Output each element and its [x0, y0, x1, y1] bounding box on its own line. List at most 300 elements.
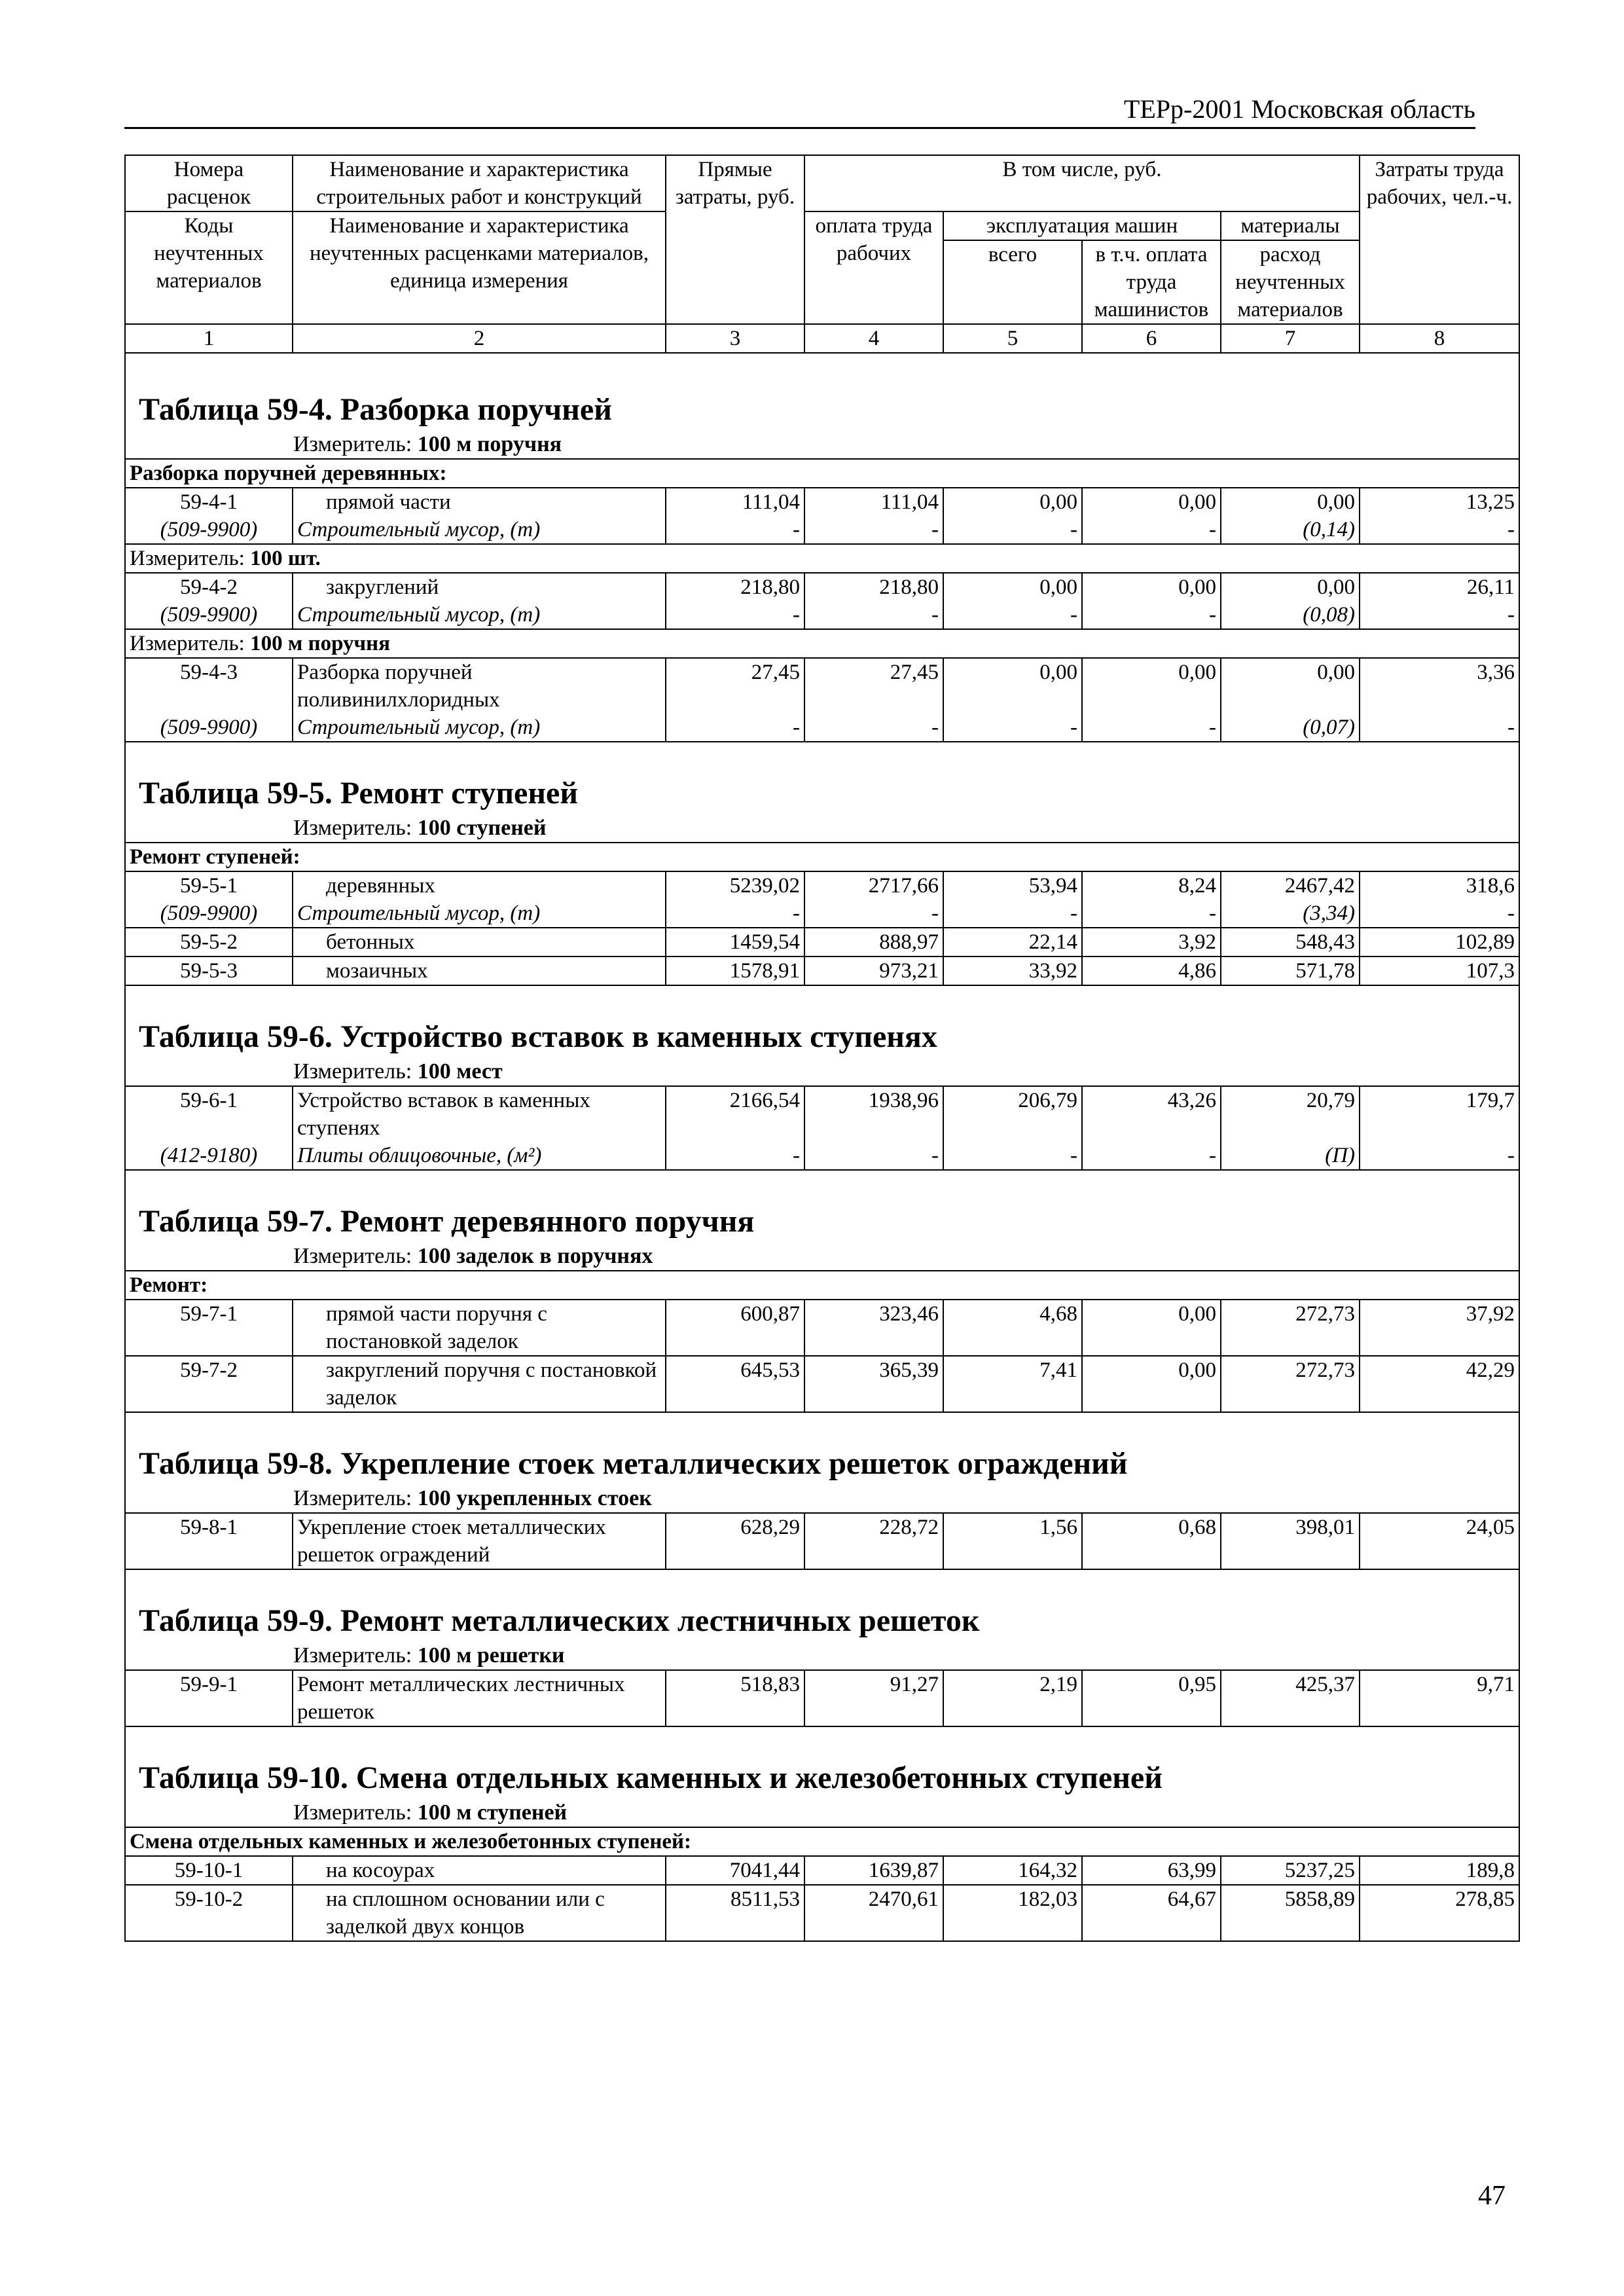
rate-name-cell [293, 1356, 666, 1412]
material-name: Строительный мусор, (т) [297, 518, 541, 541]
value-cell [1360, 871, 1519, 928]
value-cell [1221, 1856, 1360, 1885]
rate-value: 33,92 [1028, 959, 1077, 983]
rate-value: 272,73 [1295, 1302, 1356, 1326]
value-cell [804, 871, 943, 928]
rate-row [125, 1670, 1519, 1726]
value-cell [804, 1356, 943, 1412]
spacer [1087, 1114, 1216, 1142]
value-cell [1221, 1885, 1360, 1941]
spacer [1364, 686, 1515, 714]
section-header [125, 742, 1519, 843]
value-cell [943, 658, 1082, 742]
rate-value: 518,83 [740, 1673, 800, 1696]
rate-value: 0,00 [1039, 490, 1077, 514]
rate-value: 24,05 [1466, 1516, 1515, 1539]
col-header-work-name: Наименование и характеристика строительных работ и конструкций [293, 155, 666, 211]
rate-row [125, 488, 1519, 544]
rate-value: 3,36 [1477, 661, 1515, 684]
spacer [130, 686, 288, 714]
material-name: Строительный мусор, (т) [297, 716, 541, 739]
section-title-row [125, 742, 1519, 843]
group-row [125, 459, 1519, 488]
rate-name-cell [293, 1513, 666, 1569]
section-header [125, 1569, 1519, 1670]
rate-value: 0,00 [1039, 575, 1077, 599]
rate-value: 278,85 [1455, 1887, 1515, 1911]
value-cell [1360, 1086, 1519, 1170]
value-cell [666, 1300, 804, 1356]
value-cell [804, 1086, 943, 1170]
section-title: Таблица 59-6. Устройство вставок в каменных ступенях [139, 1019, 937, 1054]
col-header-operator-pay: в т.ч. оплата труда машинистов [1082, 240, 1221, 324]
rate-value: 0,00 [1317, 661, 1356, 684]
value-cell [1360, 1670, 1519, 1726]
measure-value: 100 шт. [250, 547, 321, 570]
rate-name-cell [293, 1885, 666, 1941]
col-number: 4 [804, 324, 943, 353]
rate-name-cell [293, 573, 666, 629]
value-cell [1360, 573, 1519, 629]
rate-code: 59-5-1 [180, 874, 238, 898]
value-cell [804, 1885, 943, 1941]
rate-value: 0,00 [1317, 575, 1356, 599]
value-cell [666, 871, 804, 928]
value-cell [943, 1885, 1082, 1941]
spacer [948, 1114, 1077, 1142]
measure-line [126, 1799, 1519, 1827]
section-title-row [125, 1412, 1519, 1513]
col-number: 3 [666, 324, 804, 353]
measure-value: 100 м решетки [417, 1643, 565, 1667]
value-cell [1082, 658, 1221, 742]
measure-line [126, 1243, 1519, 1270]
rate-value: 53,94 [1028, 874, 1077, 898]
value-cell [1082, 1856, 1221, 1885]
material-value: - [931, 603, 939, 627]
material-value: - [1209, 1144, 1216, 1167]
measure-prefix: Измеритель: [293, 1800, 412, 1825]
measure-prefix: Измеритель: [293, 1244, 412, 1268]
rate-value: 1,56 [1039, 1516, 1077, 1539]
value-cell [804, 573, 943, 629]
rate-code: 59-5-3 [180, 959, 238, 983]
rate-value: 425,37 [1295, 1673, 1356, 1696]
rates-table [124, 155, 1520, 1942]
col-header-material-names: Наименование и характеристика неучтенных расценками материалов, единица измерения [293, 211, 666, 324]
rate-row [125, 871, 1519, 928]
rate-value: 0,00 [1178, 1302, 1216, 1326]
rate-row [125, 1856, 1519, 1885]
measure-prefix: Измеритель: [293, 1059, 412, 1084]
measure-prefix: Измеритель: [293, 816, 412, 840]
value-cell [804, 928, 943, 957]
spacer [948, 686, 1077, 714]
rate-value: 5237,25 [1284, 1859, 1356, 1882]
rate-name-cell [293, 957, 666, 985]
rate-value: 43,26 [1167, 1089, 1216, 1112]
rate-name: деревянных [326, 874, 435, 898]
col-header-labor-costs: Затраты труда рабочих, чел.-ч. [1360, 155, 1519, 324]
group-label: Разборка поручней деревянных: [125, 459, 1519, 488]
rate-name: бетонных [326, 930, 415, 954]
value-cell [666, 1885, 804, 1941]
measure-prefix: Измеритель: [293, 1643, 412, 1667]
rate-code-cell [125, 1300, 293, 1356]
rate-name: Устройство вставок в каменных ступенях [297, 1089, 590, 1140]
rate-value: 37,92 [1466, 1302, 1515, 1326]
rate-value: 318,6 [1466, 874, 1515, 898]
material-value: - [1070, 716, 1077, 739]
material-code: (509-9900) [160, 902, 258, 925]
rate-value: 0,00 [1178, 575, 1216, 599]
rate-code: 59-10-1 [174, 1859, 244, 1882]
rate-value: 7,41 [1039, 1358, 1077, 1382]
rate-value: 5239,02 [729, 874, 800, 898]
section-title-row [125, 1569, 1519, 1670]
rate-value: 2467,42 [1284, 874, 1356, 898]
col-number: 8 [1360, 324, 1519, 353]
rate-row [125, 1356, 1519, 1412]
value-cell [1360, 1885, 1519, 1941]
value-cell [1082, 1513, 1221, 1569]
material-value: - [793, 518, 800, 541]
value-cell [1221, 658, 1360, 742]
rate-value: 0,00 [1178, 1358, 1216, 1382]
value-cell [943, 1513, 1082, 1569]
material-value: - [793, 716, 800, 739]
rate-value: 218,80 [879, 575, 939, 599]
measure-value: 100 м поручня [417, 432, 562, 456]
header-row-2 [125, 211, 1519, 240]
material-value: - [793, 1144, 800, 1167]
material-value: - [1209, 603, 1216, 627]
rate-value: 206,79 [1018, 1089, 1077, 1112]
rate-name: прямой части [326, 490, 451, 514]
rate-name-cell [293, 1856, 666, 1885]
value-cell [666, 1513, 804, 1569]
rate-value: 2,19 [1039, 1673, 1077, 1696]
page-header: ТЕРр-2001 Московская область [124, 93, 1475, 129]
material-value: (П) [1325, 1144, 1356, 1167]
measure-line [126, 1058, 1519, 1085]
measure-value: 100 ступеней [417, 816, 547, 840]
material-value: - [931, 902, 939, 925]
rate-table-document [124, 155, 1519, 1942]
rate-value: 218,80 [740, 575, 800, 599]
rate-value: 365,39 [879, 1358, 939, 1382]
rate-code: 59-8-1 [180, 1516, 238, 1539]
value-cell [804, 957, 943, 985]
value-cell [943, 1300, 1082, 1356]
rate-name: Разборка поручней поливинилхлоридных [297, 661, 500, 712]
value-cell [1221, 1300, 1360, 1356]
rate-code: 59-4-2 [180, 575, 238, 599]
material-value: - [1507, 902, 1515, 925]
rate-value: 102,89 [1455, 930, 1515, 954]
measure-prefix: Измеритель: [130, 547, 245, 570]
rate-value: 8511,53 [730, 1887, 800, 1911]
col-number: 7 [1221, 324, 1360, 353]
section-title-row [125, 1726, 1519, 1827]
rate-value: 111,04 [880, 490, 939, 514]
rate-name-cell [293, 658, 666, 742]
measure-value: 100 м поручня [250, 632, 390, 655]
col-header-materials: материалы [1221, 211, 1360, 240]
value-cell [1082, 1300, 1221, 1356]
rate-value: 571,78 [1295, 959, 1356, 983]
section-title: Таблица 59-10. Смена отдельных каменных и железобетонных ступеней [139, 1760, 1163, 1795]
rate-row [125, 957, 1519, 985]
value-cell [804, 658, 943, 742]
col-header-including: В том числе, руб. [804, 155, 1360, 211]
measure-value: 100 м ступеней [417, 1800, 568, 1825]
material-value: - [1209, 716, 1216, 739]
value-cell [1360, 1856, 1519, 1885]
section-header [125, 1726, 1519, 1827]
spacer [1225, 686, 1355, 714]
value-cell [1082, 1885, 1221, 1941]
value-cell [666, 1856, 804, 1885]
material-value: - [1209, 902, 1216, 925]
rate-value: 107,3 [1466, 959, 1515, 983]
measure-line [126, 431, 1519, 458]
value-cell [943, 573, 1082, 629]
spacer [1087, 686, 1216, 714]
value-cell [1360, 488, 1519, 544]
rate-name: на сплошном основании или с заделкой двух концов [326, 1887, 605, 1939]
spacer [809, 1114, 939, 1142]
value-cell [1082, 957, 1221, 985]
rate-value: 2717,66 [868, 874, 939, 898]
group-label: Смена отдельных каменных и железобетонных ступеней: [125, 1827, 1519, 1856]
rate-row [125, 1300, 1519, 1356]
value-cell [1082, 1356, 1221, 1412]
rate-code: 59-4-1 [180, 490, 238, 514]
col-header-worker-pay: оплата труда рабочих [804, 211, 943, 324]
section-title: Таблица 59-4. Разборка поручней [139, 392, 612, 427]
col-header-material-codes: Коды неучтенных материалов [125, 211, 293, 324]
value-cell [1221, 1356, 1360, 1412]
value-cell [1360, 1513, 1519, 1569]
rate-name: закруглений поручня с постановкой заделок [326, 1358, 657, 1410]
material-value: - [1507, 716, 1515, 739]
rate-value: 2166,54 [729, 1089, 800, 1112]
rate-value: 323,46 [879, 1302, 939, 1326]
section-title: Таблица 59-7. Ремонт деревянного поручня [139, 1204, 755, 1239]
material-code: (509-9900) [160, 518, 258, 541]
section-header [125, 1412, 1519, 1513]
rate-row [125, 658, 1519, 742]
rate-name: Укрепление стоек металлических решеток ограждений [297, 1516, 606, 1567]
rate-code-cell [125, 1670, 293, 1726]
rate-value: 1938,96 [868, 1089, 939, 1112]
rate-name: прямой части поручня с постановкой заделок [326, 1302, 547, 1353]
value-cell [666, 488, 804, 544]
material-value: - [931, 716, 939, 739]
section-title-row [125, 985, 1519, 1086]
material-code: (509-9900) [160, 716, 258, 739]
rate-value: 179,7 [1466, 1089, 1515, 1112]
spacer [1225, 1114, 1355, 1142]
value-cell [1082, 488, 1221, 544]
value-cell [804, 488, 943, 544]
section-title-row [125, 1170, 1519, 1271]
measure-line [125, 544, 1519, 573]
rate-code: 59-5-2 [180, 930, 238, 954]
rate-value: 0,00 [1039, 661, 1077, 684]
header-row-1 [125, 155, 1519, 211]
value-cell [1221, 1086, 1360, 1170]
rate-code-cell [125, 871, 293, 928]
material-value: - [1070, 902, 1077, 925]
section-title-row [125, 353, 1519, 459]
value-cell [804, 1670, 943, 1726]
value-cell [943, 1856, 1082, 1885]
value-cell [1360, 658, 1519, 742]
rate-value: 27,45 [890, 661, 939, 684]
group-row [125, 843, 1519, 871]
rate-row [125, 573, 1519, 629]
material-code: (412-9180) [160, 1144, 258, 1167]
value-cell [943, 488, 1082, 544]
rate-code-cell [125, 658, 293, 742]
group-label: Ремонт ступеней: [125, 843, 1519, 871]
value-cell [666, 658, 804, 742]
rate-row [125, 1513, 1519, 1569]
rate-name: закруглений [326, 575, 439, 599]
rate-code-cell [125, 1513, 293, 1569]
rate-value: 63,99 [1167, 1859, 1216, 1882]
rate-code-cell [125, 928, 293, 957]
value-cell [1082, 1670, 1221, 1726]
rate-value: 888,97 [879, 930, 939, 954]
value-cell [943, 871, 1082, 928]
material-value: - [1209, 518, 1216, 541]
group-row [125, 1827, 1519, 1856]
value-cell [1221, 1513, 1360, 1569]
rate-name-cell [293, 871, 666, 928]
col-number: 2 [293, 324, 666, 353]
col-header-machine-operation: эксплуатация машин [943, 211, 1221, 240]
material-value: - [931, 518, 939, 541]
value-cell [666, 1356, 804, 1412]
material-value: - [793, 603, 800, 627]
rate-value: 164,32 [1018, 1859, 1077, 1882]
col-number: 1 [125, 324, 293, 353]
rate-value: 548,43 [1295, 930, 1356, 954]
rate-value: 1639,87 [868, 1859, 939, 1882]
rate-code-cell [125, 1356, 293, 1412]
rate-value: 64,67 [1167, 1887, 1216, 1911]
rate-value: 42,29 [1466, 1358, 1515, 1382]
value-cell [1360, 957, 1519, 985]
value-cell [666, 957, 804, 985]
material-value: - [1507, 1144, 1515, 1167]
value-cell [804, 1300, 943, 1356]
value-cell [666, 1086, 804, 1170]
rate-value: 1578,91 [729, 959, 800, 983]
material-value: (0,08) [1303, 603, 1356, 627]
rate-name-cell [293, 1300, 666, 1356]
measure-prefix: Измеритель: [293, 1486, 412, 1510]
rate-code: 59-7-1 [180, 1302, 238, 1326]
material-value: - [1070, 603, 1077, 627]
value-cell [1360, 1300, 1519, 1356]
rate-name: мозаичных [326, 959, 428, 983]
rate-value: 27,45 [751, 661, 800, 684]
rate-value: 2470,61 [868, 1887, 939, 1911]
rate-value: 398,01 [1295, 1516, 1356, 1539]
rate-name: Ремонт металлических лестничных решеток [297, 1673, 625, 1724]
rate-value: 189,8 [1466, 1859, 1515, 1882]
value-cell [666, 928, 804, 957]
rate-value: 1459,54 [729, 930, 800, 954]
value-cell [804, 1856, 943, 1885]
rate-value: 272,73 [1295, 1358, 1356, 1382]
rate-code: 59-4-3 [180, 661, 238, 684]
rate-value: 973,21 [879, 959, 939, 983]
material-value: - [931, 1144, 939, 1167]
value-cell [1221, 1670, 1360, 1726]
section-title: Таблица 59-8. Укрепление стоек металлических решеток ограждений [139, 1446, 1128, 1481]
rate-value: 22,14 [1028, 930, 1077, 954]
col-number: 5 [943, 324, 1082, 353]
material-value: - [1070, 1144, 1077, 1167]
value-cell [666, 573, 804, 629]
spacer [670, 686, 800, 714]
rate-code: 59-10-2 [174, 1887, 244, 1911]
col-header-direct-costs: Прямые затраты, руб. [666, 155, 804, 324]
material-code: (509-9900) [160, 603, 258, 627]
material-value: - [1070, 518, 1077, 541]
value-cell [804, 1513, 943, 1569]
group-row [125, 1271, 1519, 1300]
group-label: Ремонт: [125, 1271, 1519, 1300]
rate-value: 645,53 [740, 1358, 800, 1382]
material-value: - [1507, 603, 1515, 627]
section-title: Таблица 59-5. Ремонт ступеней [139, 776, 578, 811]
material-value: (0,07) [1303, 716, 1356, 739]
rate-value: 600,87 [740, 1302, 800, 1326]
section-header [125, 353, 1519, 459]
measure-line [126, 814, 1519, 842]
measure-prefix: Измеритель: [293, 432, 412, 456]
rate-value: 0,68 [1178, 1516, 1216, 1539]
rate-code-cell [125, 1856, 293, 1885]
rate-value: 4,86 [1178, 959, 1216, 983]
rate-row [125, 1086, 1519, 1170]
value-cell [666, 1670, 804, 1726]
rate-value: 13,25 [1466, 490, 1515, 514]
rate-code: 59-6-1 [180, 1089, 238, 1112]
rate-code-cell [125, 957, 293, 985]
measure-value: 100 заделок в поручнях [417, 1244, 653, 1268]
rate-value: 0,00 [1178, 490, 1216, 514]
value-cell [1360, 928, 1519, 957]
rate-code-cell [125, 488, 293, 544]
material-name: Плиты облицовочные, (м²) [297, 1144, 542, 1167]
rate-value: 628,29 [740, 1516, 800, 1539]
rate-value: 26,11 [1466, 575, 1515, 599]
rate-value: 3,92 [1178, 930, 1216, 954]
value-cell [943, 957, 1082, 985]
measure-value: 100 укрепленных стоек [417, 1486, 652, 1510]
value-cell [1221, 573, 1360, 629]
spacer [1364, 1114, 1515, 1142]
measure-line [125, 629, 1519, 658]
value-cell [1221, 928, 1360, 957]
